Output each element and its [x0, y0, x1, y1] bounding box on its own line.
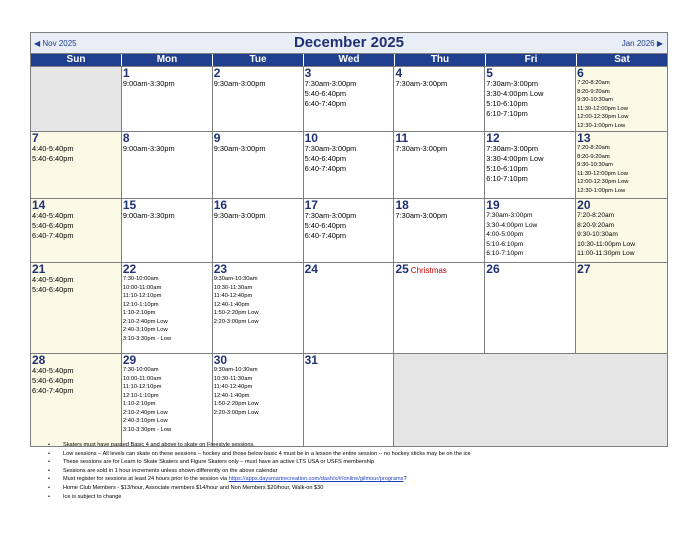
day-number: [394, 199, 484, 211]
day-number-text: 7: [32, 132, 39, 145]
day-cell[interactable]: [31, 199, 122, 262]
bullet-icon: •: [48, 493, 50, 500]
day-cell[interactable]: [304, 199, 395, 262]
day-number-text: 14: [32, 199, 46, 212]
day-number: [304, 67, 394, 79]
session-time[interactable]: 12:10-1:10pm: [122, 392, 159, 399]
weekday-tue: Tue: [213, 54, 304, 66]
session-time[interactable]: 9:30am-10:30am: [213, 367, 258, 373]
day-number-text: 20: [577, 199, 591, 212]
day-cell[interactable]: [213, 263, 304, 353]
session-time[interactable]: 9:00am-3:30pm: [122, 211, 175, 220]
session-time[interactable]: 9:30-10:30am: [577, 162, 613, 168]
session-time[interactable]: 1:10-2:10pm: [122, 401, 156, 407]
day-number-text: 16: [213, 199, 228, 212]
note-text: Skaters must have passed Basic 4 and above to skate on Freestyle sessions.: [63, 442, 255, 448]
day-number: [485, 263, 575, 275]
session-time[interactable]: 10:30-11:00pm Low: [577, 240, 635, 248]
day-cell[interactable]: [31, 132, 122, 198]
bullet-icon: •: [48, 442, 50, 448]
week-row: [31, 198, 667, 262]
day-number: [31, 263, 121, 275]
session-time[interactable]: 10:30-11:30am: [213, 375, 253, 382]
day-number-text: 13: [577, 132, 591, 145]
note-text: Must register for sessions at least 24 hours prior to the session via: [63, 476, 229, 483]
day-number-text: 24: [304, 263, 318, 276]
session-time[interactable]: 3:30-4:00pm Low: [486, 154, 544, 163]
day-number: [485, 67, 575, 79]
day-cell[interactable]: [304, 132, 395, 198]
day-cell[interactable]: [394, 199, 485, 262]
session-time[interactable]: 9:30am-3:00pm: [213, 144, 266, 153]
session-time[interactable]: 6:40-7:40pm: [304, 99, 347, 108]
session-time[interactable]: 7:30-10:00am: [122, 367, 159, 373]
day-number-text: 6: [577, 67, 584, 80]
session-time[interactable]: 10:30-11:30am: [213, 284, 253, 291]
session-time[interactable]: 2:20-3:00pm Low: [213, 409, 259, 416]
session-time[interactable]: 11:10-12:10pm: [122, 293, 162, 299]
session-time[interactable]: 11:10-12:10pm: [122, 384, 162, 390]
calendar-grid: [31, 66, 667, 446]
day-number-text: 27: [577, 263, 591, 276]
session-time[interactable]: 7:20-8:20am: [577, 212, 615, 219]
session-time[interactable]: 7:30am-3:00pm: [304, 211, 357, 220]
day-number-text: 3: [304, 67, 312, 80]
session-time[interactable]: 7:30am-3:00pm: [395, 79, 448, 88]
session-time[interactable]: 4:40-5:40pm: [32, 275, 74, 284]
note-text: Home Club Members - $13/hour, Associate members $14/hour and Non Members $20/hour, Walk-on $30: [63, 484, 324, 491]
note-item: [48, 450, 678, 459]
session-time[interactable]: 10:00-11:00am: [122, 284, 162, 291]
day-cell[interactable]: [122, 132, 213, 198]
note-text: Sessions are sold in 1 hour increments unless shown differently on the above calendar: [63, 467, 278, 474]
note-text: Ice is subject to change: [63, 493, 122, 500]
session-time[interactable]: 4:40-5:40pm: [32, 366, 74, 375]
prev-month-link[interactable]: ◀ Nov 2025: [34, 39, 77, 48]
weekday-sat: Sat: [614, 54, 630, 65]
day-cell[interactable]: [304, 263, 395, 353]
session-time[interactable]: 3:30-4:00pm Low: [486, 221, 538, 229]
day-number-text: 31: [304, 354, 318, 367]
holiday-label: Christmas: [410, 266, 447, 275]
bullet-icon: •: [48, 459, 50, 466]
day-number-text: 29: [122, 354, 137, 367]
session-time[interactable]: 11:40-12:40pm: [213, 384, 253, 390]
empty-day-cell: [31, 67, 122, 131]
session-time[interactable]: 2:20-3:00pm Low: [213, 318, 259, 325]
next-month-link[interactable]: Jan 2026 ▶: [621, 39, 663, 48]
day-cell[interactable]: [485, 132, 576, 198]
day-cell[interactable]: [576, 199, 667, 262]
session-time[interactable]: 8:20-9:20am: [577, 88, 610, 95]
session-time[interactable]: 12:40-1:40pm: [213, 301, 250, 308]
session-time[interactable]: 7:30am-3:00pm: [304, 144, 357, 153]
registration-link[interactable]: https://apps.daysmartrecreation.com/dash/x/#/online/gilmour/programs: [228, 476, 404, 483]
calendar-title-bar: [31, 33, 667, 54]
day-cell[interactable]: [304, 67, 395, 131]
session-time[interactable]: 5:40-6:40pm: [32, 154, 74, 163]
day-number: [31, 132, 121, 144]
day-number-text: 11: [395, 132, 409, 145]
session-time[interactable]: 8:20-9:20am: [577, 153, 610, 160]
day-number-text: 9: [213, 132, 221, 145]
day-number: [213, 199, 303, 211]
note-item: [48, 467, 678, 476]
day-cell[interactable]: [122, 354, 213, 446]
day-number: [304, 263, 394, 275]
session-time[interactable]: 11:30-12:00pm Low: [577, 105, 628, 112]
session-time[interactable]: 5:10-6:10pm: [486, 240, 524, 248]
session-time[interactable]: 3:10-3:30pm - Low: [122, 426, 172, 433]
day-number: [213, 354, 303, 366]
session-time[interactable]: 12:00-12:30pm Low: [577, 179, 629, 185]
day-cell[interactable]: [576, 67, 667, 131]
day-number: [304, 132, 394, 144]
weekday-fri: Fri: [486, 54, 577, 66]
session-time[interactable]: 12:00-12:30pm Low: [577, 114, 629, 120]
session-time[interactable]: 5:40-6:40pm: [304, 89, 347, 98]
day-number: [576, 263, 667, 275]
day-number-text: 25: [395, 263, 409, 276]
day-number-text: 21: [32, 263, 46, 276]
session-time[interactable]: 2:40-3:10pm Low: [122, 327, 168, 333]
day-number-text: 1: [122, 67, 130, 80]
day-number: [394, 132, 484, 144]
day-cell[interactable]: [122, 67, 213, 131]
week-row: [31, 131, 667, 198]
day-number: [394, 263, 484, 277]
session-time[interactable]: 4:40-5:40pm: [32, 211, 74, 220]
weekday-mon: Mon: [122, 54, 213, 66]
session-time[interactable]: 9:30am-3:00pm: [213, 211, 266, 220]
day-number: [213, 263, 303, 275]
day-number-text: 23: [213, 263, 228, 276]
day-number: [576, 132, 667, 144]
day-number-text: 5: [486, 67, 493, 80]
session-time[interactable]: 4:00-5:00pm: [486, 231, 524, 238]
session-time[interactable]: 5:10-6:10pm: [486, 164, 528, 173]
session-time[interactable]: 7:20-8:20am: [577, 80, 610, 86]
session-time[interactable]: 11:00-11:30pm Low: [577, 250, 635, 257]
day-cell[interactable]: [122, 199, 213, 262]
bullet-icon: •: [48, 467, 50, 474]
session-time[interactable]: 1:10-2:10pm: [122, 310, 156, 316]
session-time[interactable]: 6:40-7:40pm: [32, 231, 74, 240]
week-row: [31, 262, 667, 353]
day-number: [122, 263, 212, 275]
day-number-text: 2: [213, 67, 221, 80]
day-number-text: 8: [122, 132, 130, 145]
day-cell[interactable]: [31, 354, 122, 446]
session-time[interactable]: 5:40-6:40pm: [32, 285, 74, 294]
session-time[interactable]: 7:30am-3:00pm: [304, 79, 357, 88]
session-time[interactable]: 4:40-5:40pm: [32, 144, 74, 153]
day-number: [485, 199, 575, 211]
session-time[interactable]: 9:00am-3:30pm: [122, 79, 175, 88]
day-number-text: 12: [486, 132, 500, 145]
note-text: These sessions are for Learn to Skate Skaters and Figure Skaters only – must have an active LTS USA or USFS membership: [63, 459, 375, 466]
session-time[interactable]: 6:40-7:40pm: [32, 386, 74, 395]
session-time[interactable]: 2:40-3:10pm Low: [122, 418, 168, 424]
session-time[interactable]: 5:40-6:40pm: [32, 376, 74, 385]
session-time[interactable]: 7:30-10:00am: [122, 276, 159, 282]
day-cell[interactable]: [394, 132, 485, 198]
session-time[interactable]: 3:10-3:30pm - Low: [122, 335, 172, 342]
day-cell[interactable]: [394, 263, 485, 353]
day-cell[interactable]: [213, 199, 304, 262]
day-number: [485, 132, 575, 144]
note-text: Low sessions – All levels can skate on these sessions – hockey and those below basic 4 must be in a lesson the entire session -- no hockey sticks may be on the ice: [63, 450, 471, 457]
notes-list: [48, 441, 678, 501]
session-time[interactable]: 7:30am-3:00pm: [486, 79, 539, 88]
session-time[interactable]: 5:10-6:10pm: [486, 99, 528, 108]
session-time[interactable]: 7:30am-3:00pm: [395, 211, 448, 220]
session-time[interactable]: 6:40-7:40pm: [304, 231, 347, 240]
week-row: [31, 66, 667, 131]
bullet-icon: •: [48, 476, 50, 483]
session-time[interactable]: 1:50-2:20pm Low: [213, 401, 259, 407]
month-title: December 2025: [293, 34, 405, 51]
day-number-text: 4: [395, 67, 403, 80]
day-number: [213, 132, 303, 144]
day-number: [576, 199, 667, 211]
day-cell[interactable]: [213, 67, 304, 131]
session-time[interactable]: 5:40-6:40pm: [304, 221, 347, 230]
session-time[interactable]: 6:10-7:10pm: [486, 174, 528, 183]
day-number: [576, 67, 667, 79]
session-time[interactable]: 8:20-9:20am: [577, 221, 615, 229]
day-cell[interactable]: [31, 263, 122, 353]
session-time[interactable]: 6:10-7:10pm: [486, 250, 524, 257]
day-number-text: 26: [486, 263, 500, 276]
day-cell[interactable]: [394, 67, 485, 131]
calendar: [30, 32, 668, 447]
note-item: [48, 493, 678, 502]
session-time[interactable]: 5:40-6:40pm: [304, 154, 347, 163]
session-time[interactable]: 11:40-12:40pm: [213, 293, 253, 299]
day-number: [213, 67, 303, 79]
day-cell[interactable]: [485, 67, 576, 131]
weekday-wed: Wed: [304, 54, 395, 66]
weekday-sun: Sun: [31, 54, 122, 66]
session-time[interactable]: 7:30am-3:00pm: [486, 212, 533, 219]
day-number: [31, 354, 121, 366]
day-cell[interactable]: [122, 263, 213, 353]
empty-days-filler: [394, 354, 667, 446]
day-number-text: 22: [122, 263, 137, 276]
weekday-header-row: [31, 54, 667, 66]
bullet-icon: •: [48, 450, 50, 457]
session-time[interactable]: 3:30-4:00pm Low: [486, 89, 544, 98]
day-number-text: 17: [304, 199, 318, 212]
weekday-thu: Thu: [395, 54, 486, 66]
day-number: [31, 199, 121, 211]
day-number: [304, 354, 394, 366]
week-row: [31, 353, 667, 446]
day-number: [122, 354, 212, 366]
session-time[interactable]: 1:50-2:20pm Low: [213, 310, 259, 316]
session-time[interactable]: 6:10-7:10pm: [486, 109, 528, 118]
note-item: [48, 475, 678, 484]
day-number: [304, 199, 394, 211]
day-cell[interactable]: [576, 263, 667, 353]
note-item: [48, 458, 678, 467]
day-number: [122, 67, 212, 79]
day-cell[interactable]: [485, 199, 576, 262]
day-cell[interactable]: [485, 263, 576, 353]
day-number-text: 28: [32, 354, 46, 367]
day-cell[interactable]: [213, 132, 304, 198]
day-cell[interactable]: [304, 354, 395, 446]
session-time[interactable]: 2:10-2:40pm Low: [122, 318, 168, 325]
session-time[interactable]: 12:40-1:40pm: [213, 392, 250, 399]
session-time[interactable]: 9:30am-10:30am: [213, 276, 258, 282]
day-number-text: 19: [486, 199, 500, 212]
session-time[interactable]: 11:30-12:00pm Low: [577, 170, 628, 177]
day-number: [122, 132, 212, 144]
day-number-text: 15: [122, 199, 137, 212]
day-number: [394, 67, 484, 79]
session-time[interactable]: 7:30am-3:00pm: [395, 144, 448, 153]
note-item: [48, 484, 678, 493]
session-time[interactable]: 10:00-11:00am: [122, 375, 162, 382]
day-number-text: 10: [304, 132, 318, 145]
day-number-text: 18: [395, 199, 409, 212]
session-time[interactable]: 9:00am-3:30pm: [122, 144, 175, 153]
session-time[interactable]: 7:30am-3:00pm: [486, 144, 539, 153]
day-number: [122, 199, 212, 211]
day-cell[interactable]: [213, 354, 304, 446]
session-time[interactable]: 12:30-1:00pm Low: [577, 122, 626, 129]
session-time[interactable]: 12:10-1:10pm: [122, 301, 159, 308]
session-time[interactable]: 12:30-1:00pm Low: [577, 187, 626, 194]
day-cell[interactable]: [576, 132, 667, 198]
session-time[interactable]: 5:40-6:40pm: [32, 221, 74, 230]
session-time[interactable]: 6:40-7:40pm: [304, 164, 347, 173]
note-text-after: ?: [403, 476, 407, 483]
session-time[interactable]: 9:30am-3:00pm: [213, 79, 266, 88]
bullet-icon: •: [48, 484, 50, 491]
session-time[interactable]: 9:30-10:30am: [577, 97, 613, 103]
day-number-text: 30: [213, 354, 228, 367]
session-time[interactable]: 7:20-8:20am: [577, 145, 610, 151]
note-item: [48, 441, 678, 450]
session-time[interactable]: 9:30-10:30am: [577, 231, 618, 238]
session-time[interactable]: 2:10-2:40pm Low: [122, 409, 168, 416]
